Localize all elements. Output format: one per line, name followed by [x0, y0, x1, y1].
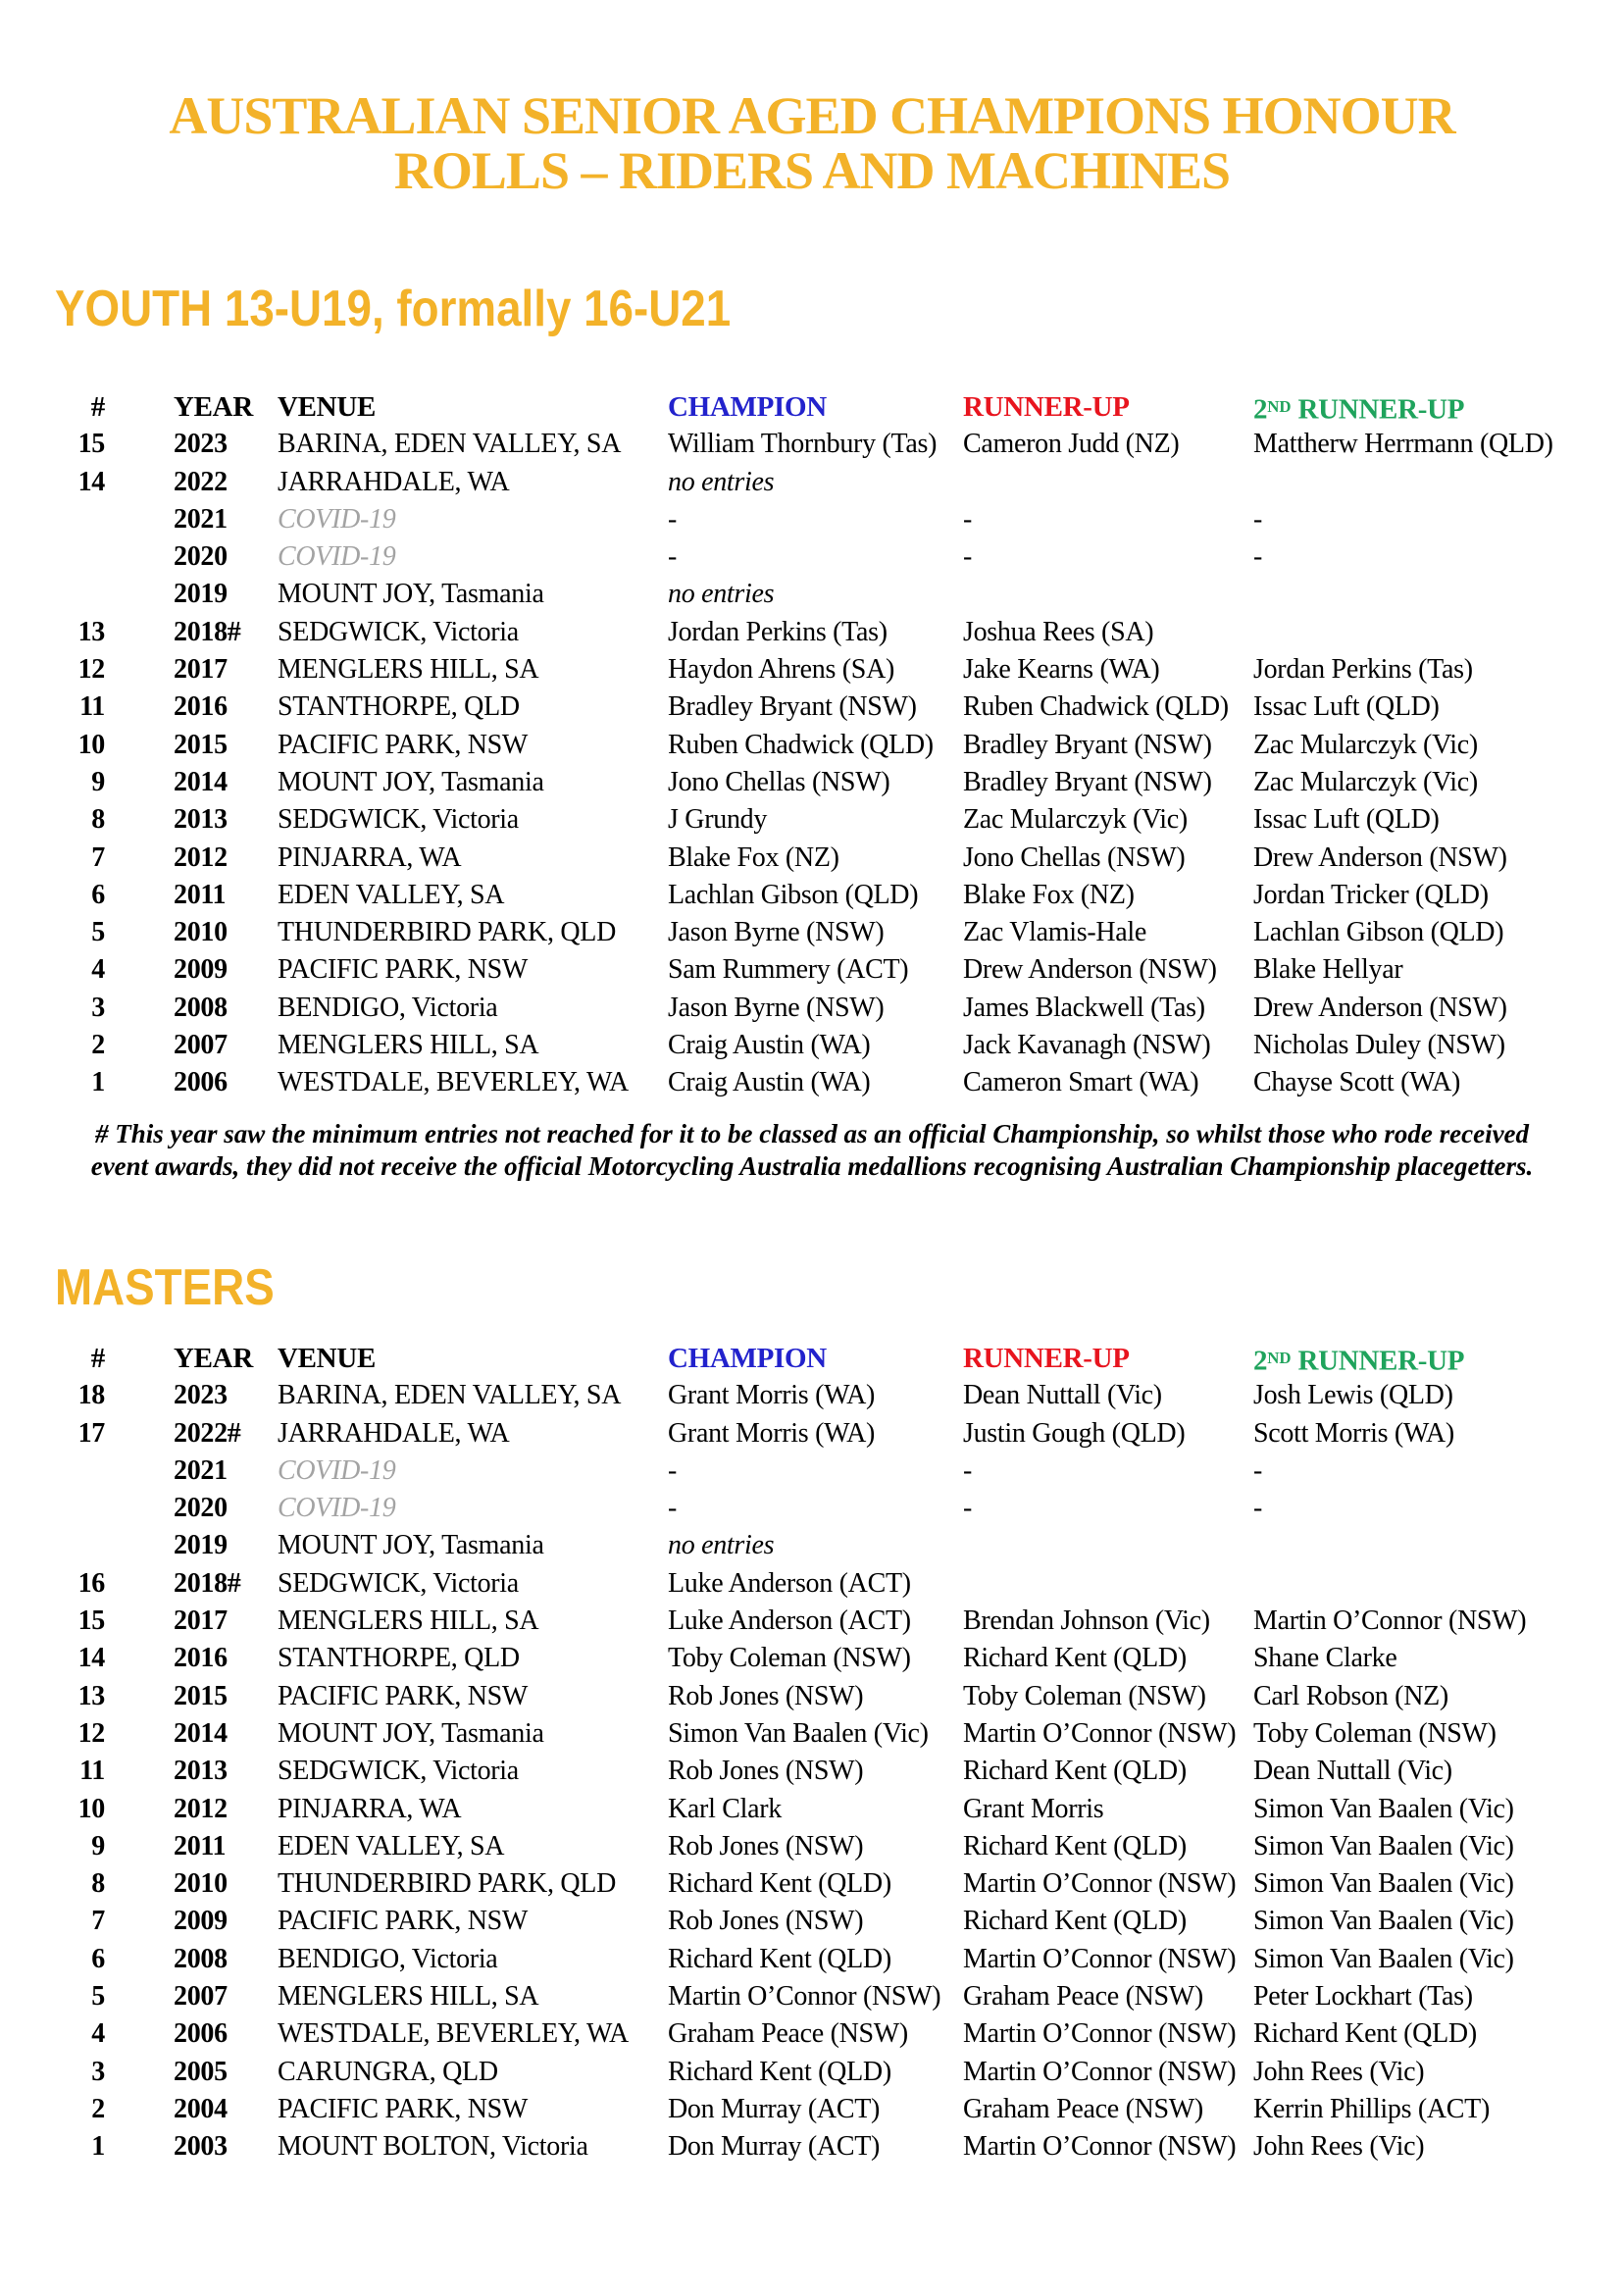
cell-year: 2015 — [174, 729, 228, 760]
cell-second-runner-up: Drew Anderson (NSW) — [1253, 841, 1507, 873]
cell-number: 14 — [77, 1643, 105, 1674]
cell-year: 2014 — [174, 1717, 228, 1749]
cell-year: 2017 — [174, 1606, 228, 1637]
cell-second-runner-up: Chayse Scott (WA) — [1253, 1067, 1461, 1098]
cell-number: 13 — [77, 1680, 105, 1711]
cell-number: 12 — [77, 1717, 105, 1749]
cell-year: 2021 — [174, 1454, 228, 1486]
cell-second-runner-up: Zac Mularczyk (Vic) — [1253, 766, 1478, 797]
cell-number: 9 — [91, 1830, 105, 1861]
cell-year: 2019 — [174, 579, 228, 610]
cell-champion: Martin O’Connor (NSW) — [668, 1981, 941, 2013]
cell-champion: Haydon Ahrens (SA) — [668, 654, 895, 686]
cell-champion: Craig Austin (WA) — [668, 1067, 871, 1098]
cell-venue: MOUNT BOLTON, Victoria — [278, 2131, 588, 2163]
cell-champion: Jono Chellas (NSW) — [668, 766, 890, 797]
cell-champion: Graham Peace (NSW) — [668, 2018, 908, 2050]
cell-runner-up: Zac Mularczyk (Vic) — [963, 804, 1188, 836]
header-champion: CHAMPION — [668, 1343, 827, 1374]
cell-number — [39, 538, 174, 576]
cell-second-runner-up: Jordan Tricker (QLD) — [1253, 879, 1489, 910]
cell-venue: BENDIGO, Victoria — [278, 992, 498, 1023]
cell-number: 11 — [79, 1756, 105, 1787]
cell-second-runner-up — [1253, 1527, 1589, 1564]
cell-number: 16 — [77, 1567, 105, 1599]
cell-venue: BARINA, EDEN VALLEY, SA — [278, 429, 622, 460]
cell-champion: Lachlan Gibson (QLD) — [668, 879, 919, 910]
cell-runner-up: Richard Kent (QLD) — [963, 1643, 1187, 1674]
cell-number: 2 — [91, 1030, 105, 1061]
cell-venue: BARINA, EDEN VALLEY, SA — [278, 1380, 622, 1411]
cell-runner-up: Richard Kent (QLD) — [963, 1756, 1187, 1787]
cell-champion: - — [668, 541, 678, 573]
header-runner-up: RUNNER-UP — [963, 391, 1130, 423]
cell-venue: PACIFIC PARK, NSW — [278, 1680, 529, 1711]
cell-venue: MOUNT JOY, Tasmania — [278, 1530, 544, 1561]
cell-year: 2010 — [174, 917, 228, 948]
cell-runner-up: - — [963, 503, 973, 535]
cell-second-runner-up: Drew Anderson (NSW) — [1253, 992, 1507, 1023]
cell-second-runner-up: Shane Clarke — [1253, 1643, 1397, 1674]
cell-venue: MOUNT JOY, Tasmania — [278, 1717, 544, 1749]
cell-champion: Jordan Perkins (Tas) — [668, 616, 888, 647]
cell-champion: - — [668, 1493, 678, 1524]
cell-runner-up: Martin O’Connor (NSW) — [963, 2018, 1237, 2050]
cell-venue: WESTDALE, BEVERLEY, WA — [278, 1067, 629, 1098]
cell-venue: SEDGWICK, Victoria — [278, 1756, 519, 1787]
cell-number: 12 — [77, 654, 105, 686]
cell-number: 11 — [79, 691, 105, 723]
cell-year: 2009 — [174, 1906, 228, 1937]
page-title — [0, 88, 1624, 198]
cell-venue: EDEN VALLEY, SA — [278, 879, 505, 910]
cell-year: 2023 — [174, 429, 228, 460]
cell-number: 3 — [91, 992, 105, 1023]
cell-second-runner-up: Simon Van Baalen (Vic) — [1253, 1830, 1514, 1861]
cell-runner-up — [963, 1527, 1253, 1564]
cell-number: 13 — [77, 616, 105, 647]
cell-champion: Bradley Bryant (NSW) — [668, 691, 917, 723]
cell-second-runner-up: Jordan Perkins (Tas) — [1253, 654, 1473, 686]
cell-number: 8 — [91, 1868, 105, 1900]
cell-venue: THUNDERBIRD PARK, QLD — [278, 917, 617, 948]
cell-runner-up — [963, 464, 1253, 501]
masters-honour-table — [39, 1340, 1589, 2167]
cell-second-runner-up: - — [1253, 1493, 1263, 1524]
cell-runner-up — [963, 1565, 1253, 1603]
cell-year: 2007 — [174, 1981, 228, 2013]
cell-runner-up: - — [963, 1454, 973, 1486]
cell-venue: SEDGWICK, Victoria — [278, 804, 519, 836]
cell-venue: PACIFIC PARK, NSW — [278, 1906, 529, 1937]
cell-venue: COVID-19 — [278, 503, 396, 535]
cell-year: 2011 — [174, 1830, 227, 1861]
cell-runner-up: Dean Nuttall (Vic) — [963, 1380, 1162, 1411]
youth-honour-table — [39, 388, 1589, 1102]
cell-number: 5 — [91, 1981, 105, 2013]
cell-venue: JARRAHDALE, WA — [278, 466, 510, 497]
cell-number: 5 — [91, 917, 105, 948]
cell-champion: Rob Jones (NSW) — [668, 1906, 864, 1937]
cell-venue: PACIFIC PARK, NSW — [278, 2093, 529, 2124]
cell-runner-up: Toby Coleman (NSW) — [963, 1680, 1206, 1711]
cell-year: 2012 — [174, 841, 228, 873]
cell-second-runner-up: Simon Van Baalen (Vic) — [1253, 1906, 1514, 1937]
cell-second-runner-up: Richard Kent (QLD) — [1253, 2018, 1477, 2050]
cell-number: 6 — [91, 879, 105, 910]
cell-year: 2018# — [174, 1567, 241, 1599]
cell-number: 1 — [91, 2131, 105, 2163]
cell-second-runner-up: John Rees (Vic) — [1253, 2056, 1425, 2087]
cell-number — [39, 1453, 174, 1490]
cell-champion: Rob Jones (NSW) — [668, 1680, 864, 1711]
cell-runner-up: Justin Gough (QLD) — [963, 1417, 1186, 1449]
cell-runner-up: Martin O’Connor (NSW) — [963, 2056, 1237, 2087]
cell-year: 2011 — [174, 879, 227, 910]
cell-number: 6 — [91, 1943, 105, 1974]
cell-year: 2020 — [174, 541, 228, 573]
cell-runner-up: Graham Peace (NSW) — [963, 1981, 1203, 2013]
cell-number: 9 — [91, 766, 105, 797]
cell-runner-up: Graham Peace (NSW) — [963, 2093, 1203, 2124]
cell-second-runner-up: Nicholas Duley (NSW) — [1253, 1030, 1505, 1061]
cell-runner-up: - — [963, 1493, 973, 1524]
cell-second-runner-up: Simon Van Baalen (Vic) — [1253, 1868, 1514, 1900]
cell-runner-up: Jake Kearns (WA) — [963, 654, 1160, 686]
header-runner-up: RUNNER-UP — [963, 1343, 1130, 1374]
cell-runner-up: Richard Kent (QLD) — [963, 1830, 1187, 1861]
cell-champion: Blake Fox (NZ) — [668, 841, 839, 873]
cell-second-runner-up: Dean Nuttall (Vic) — [1253, 1756, 1452, 1787]
cell-second-runner-up: Issac Luft (QLD) — [1253, 804, 1440, 836]
cell-runner-up: Jono Chellas (NSW) — [963, 841, 1186, 873]
header-year: YEAR — [174, 1343, 253, 1374]
cell-year: 2006 — [174, 1067, 228, 1098]
cell-second-runner-up: John Rees (Vic) — [1253, 2131, 1425, 2163]
cell-champion: Sam Rummery (ACT) — [668, 954, 909, 986]
cell-year: 2007 — [174, 1030, 228, 1061]
cell-second-runner-up: Carl Robson (NZ) — [1253, 1680, 1448, 1711]
cell-champion: no entries — [668, 579, 775, 610]
cell-number: 10 — [77, 729, 105, 760]
cell-number: 14 — [77, 466, 105, 497]
cell-year: 2016 — [174, 1643, 228, 1674]
cell-year: 2023 — [174, 1380, 228, 1411]
cell-champion: - — [668, 1454, 678, 1486]
cell-second-runner-up — [1253, 1565, 1589, 1603]
cell-runner-up: Ruben Chadwick (QLD) — [963, 691, 1229, 723]
cell-venue: MENGLERS HILL, SA — [278, 1606, 539, 1637]
cell-champion: Don Murray (ACT) — [668, 2093, 881, 2124]
cell-number: 4 — [91, 2018, 105, 2050]
ordinal-superscript: ND — [1267, 397, 1292, 416]
cell-champion: Luke Anderson (ACT) — [668, 1606, 911, 1637]
cell-champion: Ruben Chadwick (QLD) — [668, 729, 934, 760]
cell-year: 2012 — [174, 1793, 228, 1824]
cell-second-runner-up: Lachlan Gibson (QLD) — [1253, 917, 1504, 948]
cell-venue: THUNDERBIRD PARK, QLD — [278, 1868, 617, 1900]
cell-champion: Rob Jones (NSW) — [668, 1830, 864, 1861]
cell-venue: MOUNT JOY, Tasmania — [278, 579, 544, 610]
cell-champion: Richard Kent (QLD) — [668, 1868, 891, 1900]
cell-runner-up: Drew Anderson (NSW) — [963, 954, 1217, 986]
header-num: # — [90, 1343, 105, 1374]
cell-champion: Richard Kent (QLD) — [668, 1943, 891, 1974]
cell-year: 2018# — [174, 616, 241, 647]
cell-number — [39, 576, 174, 613]
cell-year: 2022# — [174, 1417, 241, 1449]
cell-runner-up: Jack Kavanagh (NSW) — [963, 1030, 1211, 1061]
cell-venue: PINJARRA, WA — [278, 1793, 462, 1824]
cell-venue: COVID-19 — [278, 541, 396, 573]
cell-champion: Jason Byrne (NSW) — [668, 917, 885, 948]
cell-runner-up: Martin O’Connor (NSW) — [963, 1717, 1237, 1749]
cell-second-runner-up — [1253, 464, 1589, 501]
cell-venue: COVID-19 — [278, 1454, 396, 1486]
cell-year: 2019 — [174, 1530, 228, 1561]
cell-second-runner-up: Martin O’Connor (NSW) — [1253, 1606, 1527, 1637]
cell-champion: Jason Byrne (NSW) — [668, 992, 885, 1023]
cell-venue: MENGLERS HILL, SA — [278, 1030, 539, 1061]
cell-runner-up: Martin O’Connor (NSW) — [963, 1943, 1237, 1974]
cell-champion: Rob Jones (NSW) — [668, 1756, 864, 1787]
cell-venue: COVID-19 — [278, 1493, 396, 1524]
cell-runner-up: Joshua Rees (SA) — [963, 616, 1154, 647]
cell-year: 2010 — [174, 1868, 228, 1900]
cell-champion: Karl Clark — [668, 1793, 782, 1824]
cell-champion: Grant Morris (WA) — [668, 1417, 876, 1449]
header-num: # — [90, 391, 105, 423]
cell-second-runner-up: - — [1253, 541, 1263, 573]
cell-year: 2017 — [174, 654, 228, 686]
cell-second-runner-up: Peter Lockhart (Tas) — [1253, 1981, 1473, 2013]
cell-second-runner-up: Toby Coleman (NSW) — [1253, 1717, 1497, 1749]
cell-runner-up: Martin O’Connor (NSW) — [963, 1868, 1237, 1900]
cell-runner-up: Brendan Johnson (Vic) — [963, 1606, 1210, 1637]
cell-champion: no entries — [668, 466, 775, 497]
cell-year: 2005 — [174, 2056, 228, 2087]
cell-number: 10 — [77, 1793, 105, 1824]
cell-champion: Craig Austin (WA) — [668, 1030, 871, 1061]
cell-runner-up: James Blackwell (Tas) — [963, 992, 1205, 1023]
cell-venue: JARRAHDALE, WA — [278, 1417, 510, 1449]
cell-year: 2006 — [174, 2018, 228, 2050]
cell-venue: BENDIGO, Victoria — [278, 1943, 498, 1974]
cell-champion: Richard Kent (QLD) — [668, 2056, 891, 2087]
cell-venue: PACIFIC PARK, NSW — [278, 729, 529, 760]
cell-champion: Luke Anderson (ACT) — [668, 1567, 911, 1599]
header-venue: VENUE — [278, 391, 377, 423]
header-second-runner-up: 2ND RUNNER-UP — [1253, 1345, 1465, 1377]
cell-number: 4 — [91, 954, 105, 986]
cell-second-runner-up — [1253, 614, 1589, 651]
cell-second-runner-up: Zac Mularczyk (Vic) — [1253, 729, 1478, 760]
cell-number: 15 — [77, 1606, 105, 1637]
cell-champion: Don Murray (ACT) — [668, 2131, 881, 2163]
cell-venue: WESTDALE, BEVERLEY, WA — [278, 2018, 629, 2050]
cell-number: 17 — [77, 1417, 105, 1449]
cell-number — [39, 1490, 174, 1527]
cell-number — [39, 501, 174, 538]
cell-year: 2021 — [174, 503, 228, 535]
cell-runner-up: Richard Kent (QLD) — [963, 1906, 1187, 1937]
ordinal-superscript: ND — [1267, 1349, 1292, 1367]
cell-runner-up: Martin O’Connor (NSW) — [963, 2131, 1237, 2163]
cell-venue: PINJARRA, WA — [278, 841, 462, 873]
cell-second-runner-up — [1253, 576, 1589, 613]
cell-second-runner-up: Scott Morris (WA) — [1253, 1417, 1454, 1449]
cell-year: 2013 — [174, 804, 228, 836]
cell-year: 2015 — [174, 1680, 228, 1711]
cell-second-runner-up: - — [1253, 503, 1263, 535]
cell-number: 15 — [77, 429, 105, 460]
cell-runner-up: - — [963, 541, 973, 573]
cell-venue: CARUNGRA, QLD — [278, 2056, 498, 2087]
cell-second-runner-up: Kerrin Phillips (ACT) — [1253, 2093, 1491, 2124]
footnote: # This year saw the minimum entries not reached for it to be classed as an official Championship, so whilst those who rode received event awards, they did not receive the official Motorcycling Australia medallions recognising Australian Championship placegetters. — [90, 1119, 1534, 1181]
cell-number — [39, 1527, 174, 1564]
cell-second-runner-up: Simon Van Baalen (Vic) — [1253, 1793, 1514, 1824]
cell-runner-up: Cameron Smart (WA) — [963, 1067, 1199, 1098]
section-heading-youth: YOUTH 13-U19, formally 16-U21 — [55, 280, 732, 337]
cell-runner-up: Bradley Bryant (NSW) — [963, 766, 1212, 797]
header-venue: VENUE — [278, 1343, 377, 1374]
cell-year: 2022 — [174, 466, 228, 497]
cell-second-runner-up: Josh Lewis (QLD) — [1253, 1380, 1453, 1411]
cell-venue: PACIFIC PARK, NSW — [278, 954, 529, 986]
cell-number: 8 — [91, 804, 105, 836]
cell-second-runner-up: Simon Van Baalen (Vic) — [1253, 1943, 1514, 1974]
cell-champion: no entries — [668, 1530, 775, 1561]
cell-year: 2008 — [174, 992, 228, 1023]
cell-number: 18 — [77, 1380, 105, 1411]
cell-champion: - — [668, 503, 678, 535]
cell-champion: Toby Coleman (NSW) — [668, 1643, 911, 1674]
cell-venue: STANTHORPE, QLD — [278, 691, 520, 723]
cell-venue: MENGLERS HILL, SA — [278, 1981, 539, 2013]
cell-runner-up: Bradley Bryant (NSW) — [963, 729, 1212, 760]
cell-year: 2016 — [174, 691, 228, 723]
page-title-line1: AUSTRALIAN SENIOR AGED CHAMPIONS HONOUR — [169, 86, 1455, 145]
cell-venue: STANTHORPE, QLD — [278, 1643, 520, 1674]
header-year: YEAR — [174, 391, 253, 423]
cell-number: 7 — [91, 841, 105, 873]
cell-number: 3 — [91, 2056, 105, 2087]
header-second-runner-up: 2ND RUNNER-UP — [1253, 393, 1465, 426]
cell-number: 7 — [91, 1906, 105, 1937]
cell-year: 2004 — [174, 2093, 228, 2124]
cell-year: 2014 — [174, 766, 228, 797]
cell-venue: EDEN VALLEY, SA — [278, 1830, 505, 1861]
cell-runner-up — [963, 576, 1253, 613]
cell-second-runner-up: - — [1253, 1454, 1263, 1486]
cell-year: 2003 — [174, 2131, 228, 2163]
cell-year: 2008 — [174, 1943, 228, 1974]
cell-champion: Grant Morris (WA) — [668, 1380, 876, 1411]
cell-year: 2013 — [174, 1756, 228, 1787]
cell-runner-up: Zac Vlamis-Hale — [963, 917, 1147, 948]
header-champion: CHAMPION — [668, 391, 827, 423]
cell-second-runner-up: Blake Hellyar — [1253, 954, 1403, 986]
cell-runner-up: Grant Morris — [963, 1793, 1104, 1824]
cell-champion: Simon Van Baalen (Vic) — [668, 1717, 929, 1749]
section-heading-masters: MASTERS — [55, 1259, 275, 1316]
cell-year: 2009 — [174, 954, 228, 986]
cell-number: 2 — [91, 2093, 105, 2124]
cell-second-runner-up: Issac Luft (QLD) — [1253, 691, 1440, 723]
cell-year: 2020 — [174, 1493, 228, 1524]
cell-venue: MENGLERS HILL, SA — [278, 654, 539, 686]
cell-runner-up: Cameron Judd (NZ) — [963, 429, 1180, 460]
cell-champion: J Grundy — [668, 804, 768, 836]
cell-runner-up: Blake Fox (NZ) — [963, 879, 1135, 910]
cell-venue: SEDGWICK, Victoria — [278, 1567, 519, 1599]
cell-venue: SEDGWICK, Victoria — [278, 616, 519, 647]
cell-second-runner-up: Mattherw Herrmann (QLD) — [1253, 429, 1553, 460]
cell-number: 1 — [91, 1067, 105, 1098]
cell-champion: William Thornbury (Tas) — [668, 429, 938, 460]
page-title-line2: ROLLS – RIDERS AND MACHINES — [393, 141, 1231, 200]
cell-venue: MOUNT JOY, Tasmania — [278, 766, 544, 797]
